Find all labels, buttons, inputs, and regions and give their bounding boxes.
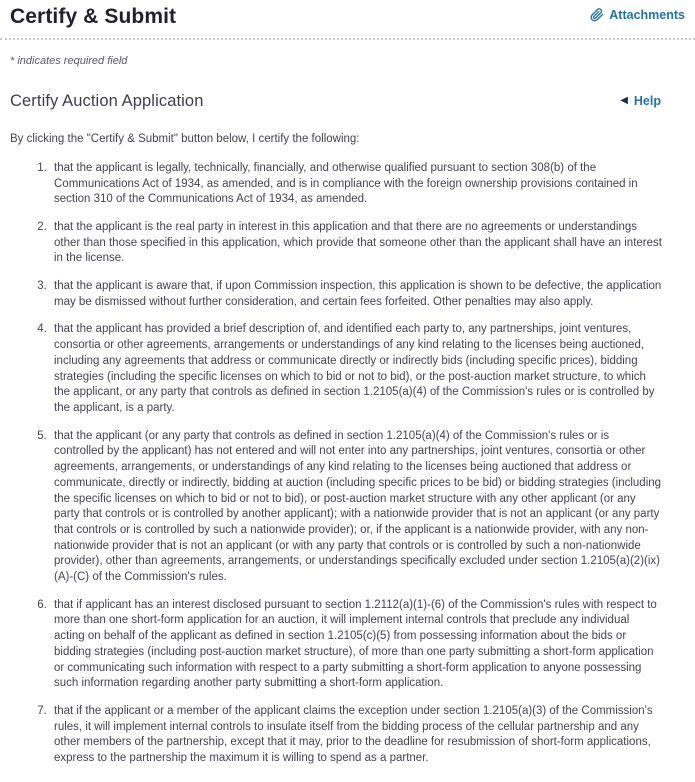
help-link[interactable] bbox=[620, 94, 661, 108]
certification-list bbox=[10, 161, 662, 767]
attachments-link[interactable] bbox=[590, 8, 685, 22]
certification-item: 1. that the applicant is legally, technically, financially, and otherwise qualified pursuant to section 308(b) of the Communications Act of 1934, as amended, and is in compliance with the foreign ownership provisions contained in section 310 of the Communications Act of 1934, as amended. bbox=[50, 161, 662, 208]
left-triangle-icon: ◀ bbox=[620, 95, 628, 107]
certification-item: 6. that if applicant has an interest disclosed pursuant to section 1.2112(a)(1)-(6) of the Commission's rules with respect to more than one short-form application for an auction, it will implement internal controls that preclude any individual acting on behalf of the applicant as defined in section 1.2105(c)(5) from possessing information about the bids or bidding strategies (including post-auction market structure), of more than one party submitting a short-form application or communicating such information with respect to a party submitting a short-form application to anyone possessing such information regarding another party submitting a short-form application. bbox=[50, 598, 662, 692]
page-header bbox=[0, 0, 695, 29]
section-header bbox=[10, 92, 685, 111]
main-content bbox=[0, 55, 695, 767]
certification-item: 7. that if the applicant or a member of the applicant claims the exception under section 1.2105(a)(3) of the Commission's rules, it will implement internal controls to insulate itself from the bidding process of the cellular partnership and any other members of the partnership, except that it may, prior to the deadline for resubmission of short-form applications, express to the partnership the maximum it is willing to spend as a partner. bbox=[50, 704, 662, 767]
paperclip-icon bbox=[590, 8, 604, 22]
section-title: Certify Auction Application bbox=[10, 92, 204, 111]
certification-item: 3. that the applicant is aware that, if upon Commission inspection, this application is shown to be defective, the application may be dismissed without further consideration, and certain fees forfeited. Other penalties may also apply. bbox=[50, 279, 662, 310]
page-title: Certify & Submit bbox=[10, 5, 177, 28]
required-field-note: * indicates required field bbox=[10, 55, 128, 68]
certification-item: 2. that the applicant is the real party in interest in this application and that there are no agreements or understandings other than those specified in this application, which provide that someone other than the applicant shall have an interest in the license. bbox=[50, 220, 662, 267]
certification-item: 5. that the applicant (or any party that controls as defined in section 1.2105(a)(4) of the Commission's rules or is controlled by the applicant) has not entered and will not enter into any partnerships, joint ventures, consortia or other agreements, arrangements, or understandings of any kind relating to the licenses being auctioned that address or communicate, directly or indirectly, bidding at auction (including specific prices to be bid) or bidding strategies (including the specific licenses on which to bid or not to bid), or post-auction market structure with any other applicant (or any party that controls or is controlled by another applicant); with a nationwide provider that is not an applicant (or any party that controls or is controlled by such a nationwide provider); or, if the applicant is a nationwide provider, with any non-nationwide provider that is not an applicant (or with any party that controls or is controlled by such a non-nationwide provider), other than agreements, arrangements, or understandings specifically excluded under section 1.2105(a)(2)(ix)(A)-(C) of the Commission's rules. bbox=[50, 429, 662, 586]
certification-item: 4. that the applicant has provided a brief description of, and identified each party to, any partnerships, joint ventures, consortia or other agreements, arrangements or understandings of any kind relating to the licenses being auctioned, including any agreements that address or communicate directly or indirectly bids (including specific prices), bidding strategies (including the specific licenses on which to bid or not to bid), or the post-auction market structure, to which the applicant, or any party that controls as defined in section 1.2105(a)(4) of the Commission's rules or is controlled by the applicant, is a party. bbox=[50, 322, 662, 416]
help-label: Help bbox=[633, 94, 661, 109]
header-divider bbox=[0, 38, 695, 40]
attachments-label: Attachments bbox=[609, 8, 685, 22]
certify-intro-text: By clicking the "Certify & Submit" button below, I certify the following: bbox=[10, 133, 360, 146]
